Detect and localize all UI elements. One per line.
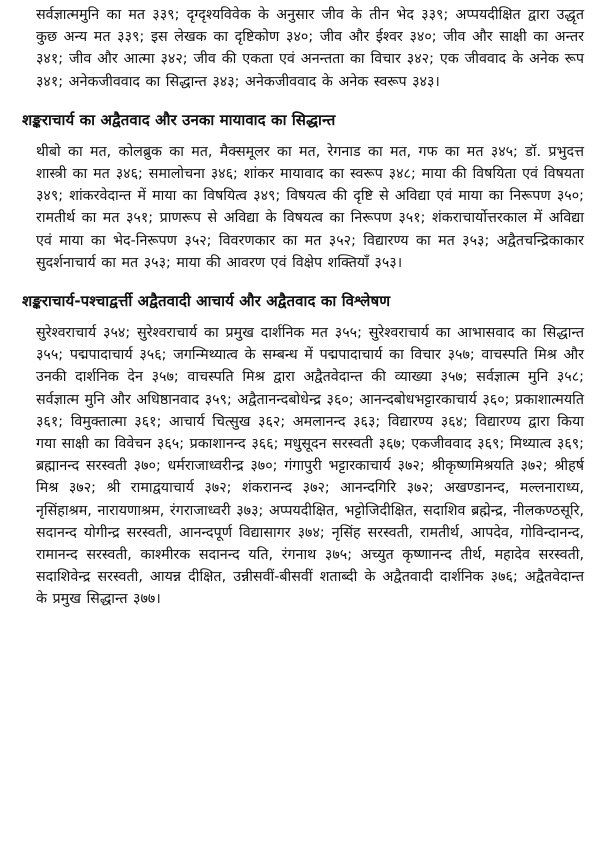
section-heading: शङ्कराचार्य-पश्चाद्वर्त्ती अद्वैतवादी आचार्य और अद्वैतवाद का विश्लेषण — [22, 292, 391, 311]
section-body: सर्वज्ञात्ममुनि का मत ३३९; दृग्दृश्यविवेक के अनुसार जीव के तीन भेद ३३९; अप्पयदीक्षित द्वारा उद्धृत कुछ अन्य मत ३३९; इस लेखक का दृष्टिकोण ३४०; जीव और ईश्वर ३४०; जीव और साक्षी का अन्तर ३४१; जीव और आत्मा ३४२; जीव की एकता एवं अनन्तता का विचार ३४२; एक जीववाद के अनेक रूप ३४१; अनेकजीववाद का सिद्धान्त ३४३; अनेकजीववाद के अनेक स्वरूप ३४३। — [36, 7, 584, 90]
section-heading: शङ्कराचार्य का अद्वैतवाद और उनका मायावाद का सिद्धान्त — [22, 110, 336, 129]
section-post-shankara-acharyas — [22, 290, 584, 611]
section-body: थीबो का मत, कोलब्रुक का मत, मैक्समूलर का मत, रेगनाड का मत, गफ का मत ३४५; डॉ. प्रभुदत्त शास्त्री का मत ३४६; समालोचना ३४६; शांकर मायावाद का स्वरूप ३४८; माया की विषयिता एवं विषयता ३४९; शांकरवेदान्त में माया का विषयित्व ३४९; विषयत्व की दृष्टि से अविद्या एवं माया का निरूपण ३५०; रामतीर्थ का मत ३५१; प्राणरूप से अविद्या के विषयत्व का निरूपण ३५१; शंकराचार्योत्तरकाल में अविद्या एवं माया का भेद-निरूपण ३५२; विवरणकार का मत ३५२; विद्यारण्य का मत ३५३; अद्वैतचन्द्रिकाकार सुदर्शनाचार्य का मत ३५३; माया की आवरण एवं विक्षेप शक्तियाँ ३५३। — [36, 143, 584, 271]
section-continued — [22, 4, 584, 93]
section-body: सुरेश्वराचार्य ३५४; सुरेश्वराचार्य का प्रमुख दार्शनिक मत ३५५; सुरेश्वराचार्य का आभासवाद का सिद्धान्त ३५५; पद्मपादाचार्य ३५६; जगन्मिथ्यात्व के सम्बन्ध में पद्मपादाचार्य का विचार ३५७; वाचस्पति मिश्र और उनकी दार्शनिक देन ३५७; वाचस्पति मिश्र द्वारा अद्वैतवेदान्त की व्याख्या ३५७; सर्वज्ञात्म मुनि ३५८; सर्वज्ञात्म मुनि और अधिष्ठानवाद ३५९; अद्वैतानन्दबोधेन्द्र ३६०; आनन्दबोधभट्टारकाचार्य ३६०; प्रकाशात्मयति ३६१; विमुक्तात्मा ३६१; आचार्य चित्सुख ३६२; अमलानन्द ३६३; विद्यारण्य ३६४; विद्यारण्य द्वारा किया गया साक्षी का विवेचन ३६५; प्रकाशानन्द ३६६; मधुसूदन सरस्वती ३६७; एकजीववाद ३६९; मिथ्यात्व ३६९; ब्रह्मानन्द सरस्वती ३७०; धर्मराजाध्वरीन्द्र ३७०; गंगापुरी भट्टारकाचार्य ३७२; श्रीकृष्णमिश्रयति ३७२; श्रीहर्ष मिश्र ३७२; श्री रामाद्वयाचार्य ३७२; शंकरानन्द ३७२; आनन्दगिरि ३७२; अखण्डानन्द, मल्लनाराध्य, नृसिंहाश्रम, नारायणाश्रम, रंगराजाध्वरी ३७३; अप्पयदीक्षित, भट्टोजिदीक्षित, सदाशिव ब्रह्मेन्द्र, नीलकण्ठसूरि, सदानन्द योगीन्द्र सरस्वती, आनन्दपूर्ण विद्यासागर ३७४; नृसिंह सरस्वती, रामतीर्थ, आपदेव, गोविन्दानन्द, रामानन्द सरस्वती, काश्मीरक सदानन्द यति, रंगनाथ ३७५; अच्युत कृष्णानन्द तीर्थ, महादेव सरस्वती, सदाशिवेन्द्र सरस्वती, आयन्न दीक्षित, उन्नीसवीं-बीसवीं शताब्दी के अद्वैतवादी दार्शनिक ३७६; अद्वैतवेदान्त के प्रमुख सिद्धान्त ३७७। — [36, 325, 584, 608]
section-shankaracharya-mayavada — [22, 109, 584, 274]
